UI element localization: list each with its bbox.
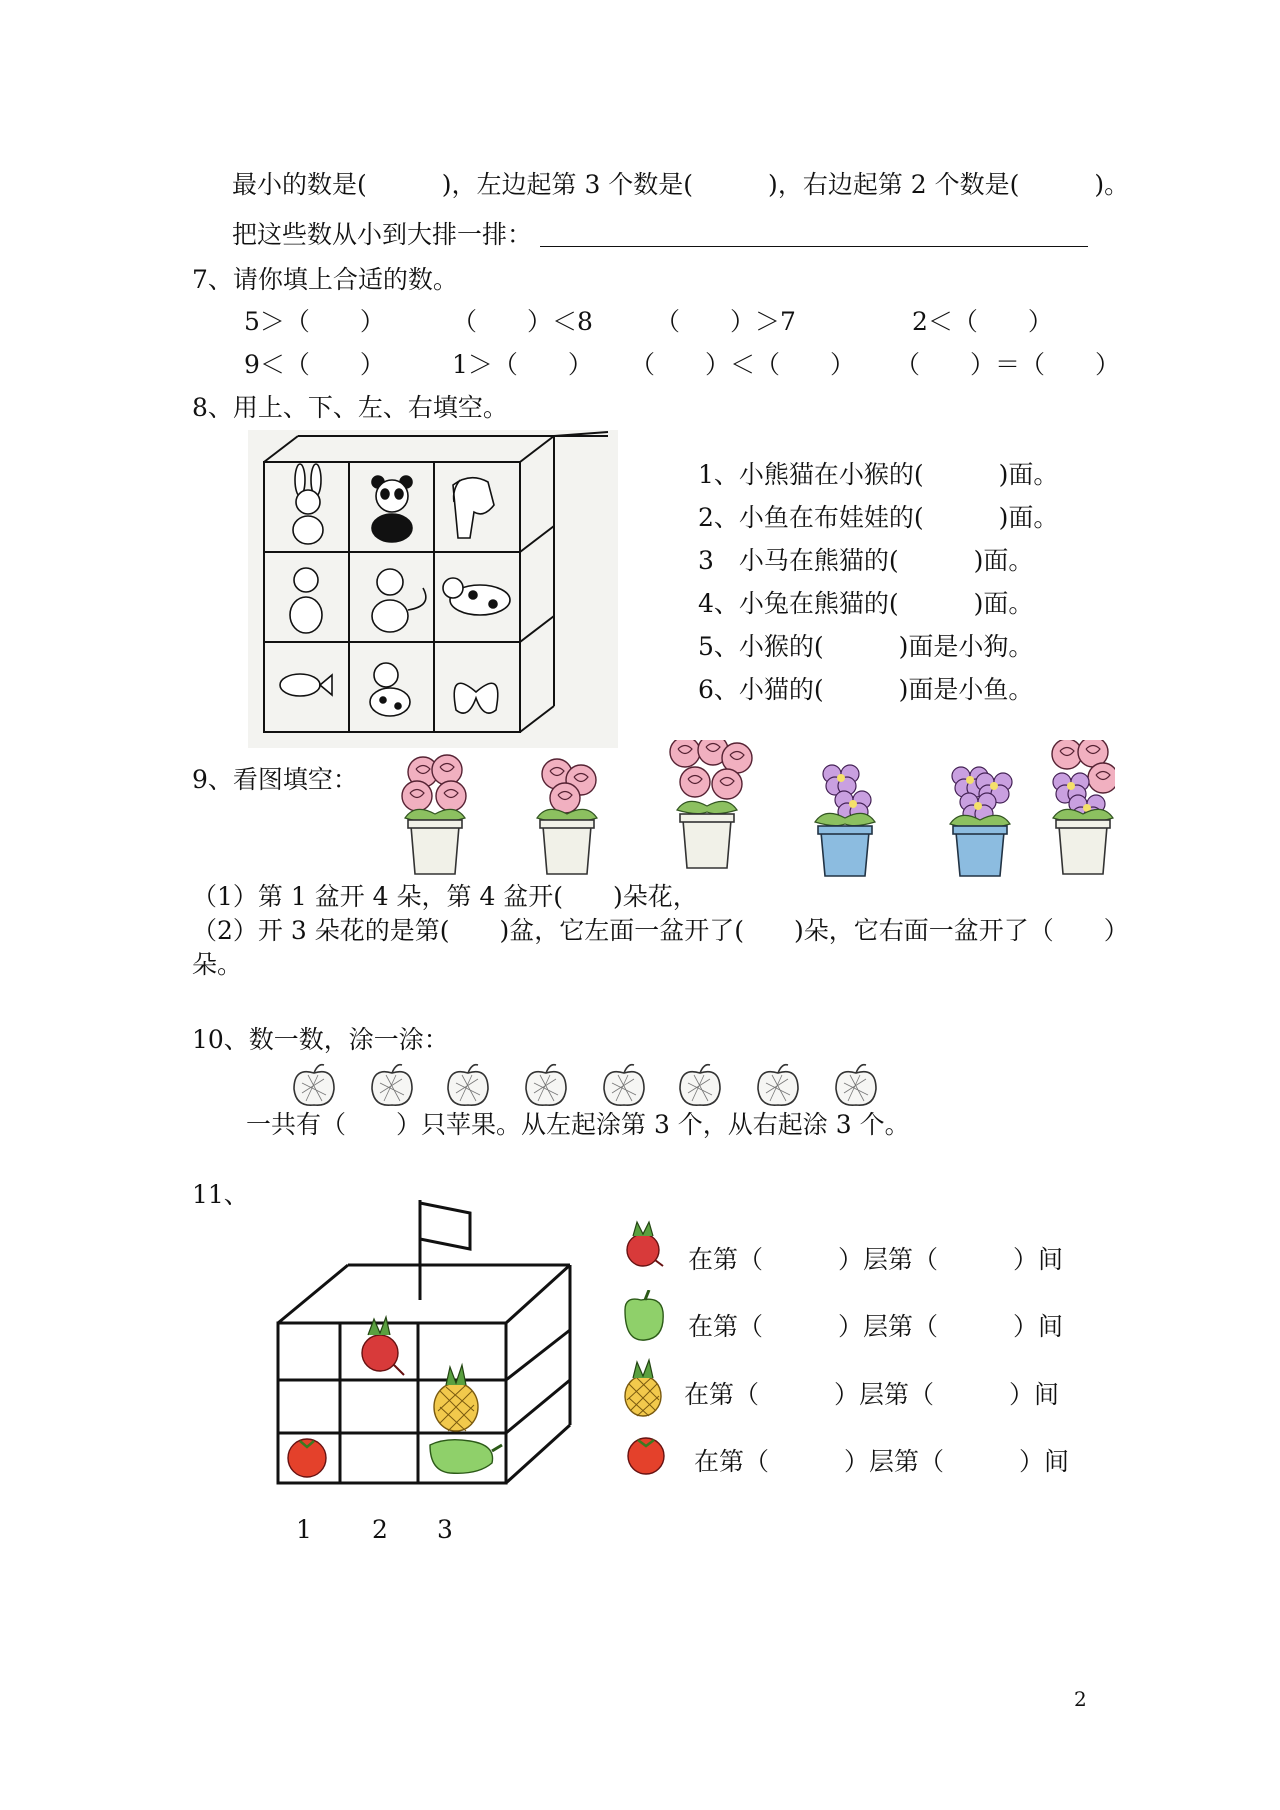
radish-icon (362, 1317, 404, 1375)
q9-title: 9、看图填空： (192, 765, 358, 794)
q7-r1-c: （ ）＞7 (655, 307, 796, 336)
q8-item-6: 6、小猫的( )面是小鱼。 (698, 675, 1034, 704)
q11-col-2: 2 (372, 1515, 388, 1544)
apple-row (280, 1060, 900, 1112)
q7-r1-d: 2＜（ ） (912, 307, 1053, 336)
q9-line2: （2）开 3 朵花的是第( )盆，它左面一盆开了( )朵，它右面一盆开了（ ） (192, 916, 1129, 945)
apple-icon-8[interactable] (836, 1065, 876, 1106)
apple-icon-7[interactable] (758, 1065, 798, 1106)
q11-col-1: 1 (296, 1515, 312, 1544)
q7-r1-a: 5＞（ ） (244, 307, 385, 336)
q11-answer-tomato: 在第（ ）层第（ ）间 (694, 1447, 1070, 1476)
q7-r2-b: 1＞（ ） (452, 350, 593, 379)
q8-item-4: 4、小兔在熊猫的( )面。 (698, 589, 1034, 618)
radish-key-icon (615, 1220, 675, 1270)
page-number: 2 (1074, 1687, 1087, 1711)
apple-icon-2[interactable] (372, 1065, 412, 1106)
flower-pot-1 (402, 755, 466, 874)
apple-icon-3[interactable] (448, 1065, 488, 1106)
q7-r1-b: （ ）＜8 (452, 307, 593, 336)
green-pepper-key-icon (615, 1290, 675, 1346)
pineapple-icon (434, 1365, 478, 1431)
q8-item-2: 2、小鱼在布娃娃的( )面。 (698, 503, 1059, 532)
q7-r2-a: 9＜（ ） (244, 350, 385, 379)
q11-answer-pepper: 在第（ ）层第（ ）间 (688, 1312, 1064, 1341)
building-illustration (270, 1195, 580, 1495)
flower-pot-6 (1052, 740, 1115, 874)
q8-title: 8、用上、下、左、右填空。 (192, 393, 508, 422)
q10-title: 10、数一数，涂一涂： (192, 1025, 449, 1054)
q11-title: 11、 (192, 1180, 249, 1209)
apple-icon-1[interactable] (294, 1065, 334, 1106)
q11-answer-radish: 在第（ ）层第（ ）间 (688, 1245, 1064, 1274)
green-pepper-icon (430, 1440, 502, 1474)
q6-line1: 最小的数是( )，左边起第 3 个数是( )，右边起第 2 个数是( )。 (232, 170, 1130, 199)
animal-shelf-illustration (248, 430, 618, 748)
pineapple-key-icon (615, 1358, 675, 1418)
q7-r2-d: （ ）＝（ ） (895, 350, 1121, 379)
apple-icon-6[interactable] (680, 1065, 720, 1106)
flower-pot-3 (670, 740, 752, 868)
tomato-key-icon (618, 1428, 678, 1478)
q11-col-3: 3 (437, 1515, 453, 1544)
q11-answer-pineapple: 在第（ ）层第（ ）间 (684, 1380, 1060, 1409)
apple-icon-4[interactable] (526, 1065, 566, 1106)
q9-line3: 朵。 (192, 950, 243, 979)
q7-r2-c: （ ）＜（ ） (630, 350, 856, 379)
q7-title: 7、请你填上合适的数。 (192, 265, 458, 294)
apple-icon-5[interactable] (604, 1065, 644, 1106)
q9-line1: （1）第 1 盆开 4 朵，第 4 盆开( )朵花， (192, 882, 698, 911)
q8-item-5: 5、小猴的( )面是小狗。 (698, 632, 1034, 661)
flower-pot-4 (815, 765, 875, 876)
q10-line: 一共有（ ）只苹果。从左起涂第 3 个，从右起涂 3 个。 (246, 1110, 910, 1139)
q6-answer-line[interactable] (540, 246, 1088, 247)
q8-item-1: 1、小熊猫在小猴的( )面。 (698, 460, 1059, 489)
flower-pots-illustration (395, 740, 1115, 880)
q6-line2: 把这些数从小到大排一排： (232, 220, 533, 249)
q8-item-3: 3 小马在熊猫的( )面。 (698, 546, 1034, 575)
tomato-icon (288, 1439, 326, 1477)
flower-pot-5 (950, 767, 1012, 876)
flower-pot-2 (537, 759, 597, 874)
